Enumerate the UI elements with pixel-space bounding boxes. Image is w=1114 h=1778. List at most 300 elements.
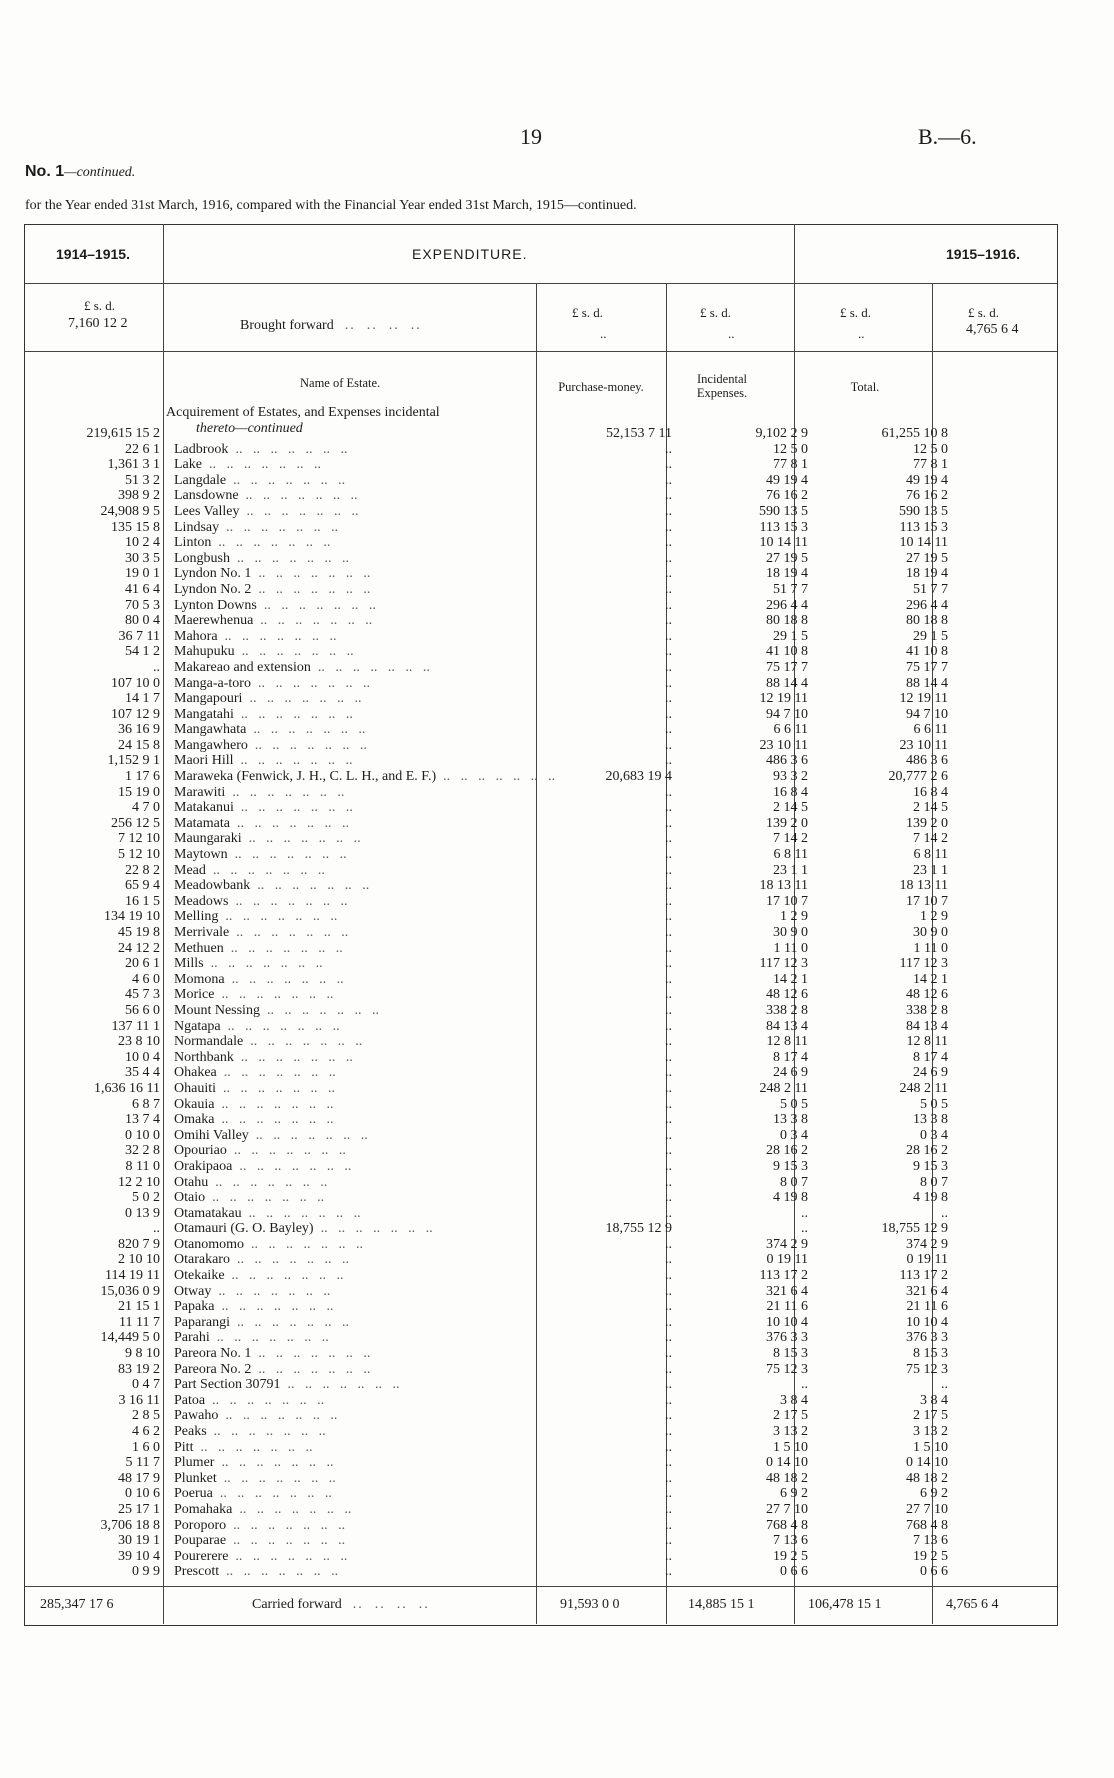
purchase-money-cell-text: .. — [665, 628, 672, 644]
total-cell-text: .. — [941, 1377, 948, 1393]
leader-dots: .. .. .. .. .. .. .. — [259, 1002, 379, 1018]
leader-dots: .. .. .. .. .. .. .. — [228, 441, 348, 457]
total-cell — [816, 800, 956, 816]
incidental-expenses-cell-text: 49 19 4 — [766, 472, 808, 488]
incidental-expenses-cell-text: .. — [801, 1377, 808, 1393]
purchase-money-cell-text: .. — [665, 691, 672, 707]
prev-1914-1915-cell — [24, 753, 166, 769]
total-cell-text: 296 4 4 — [906, 597, 948, 613]
estate-name-cell — [166, 972, 562, 988]
blank-1915-1916-cell — [956, 1159, 1076, 1175]
prev-1914-1915-cell-text: 5 12 10 — [118, 847, 160, 863]
purchase-money-cell — [562, 660, 680, 676]
purchase-money-cell-text: .. — [665, 441, 672, 457]
blank-1915-1916-cell — [956, 504, 1076, 520]
purchase-money-cell — [562, 785, 680, 801]
estate-name-cell-text: Plumer — [174, 1455, 215, 1471]
blank-1915-1916-cell — [956, 1408, 1076, 1424]
table-row — [24, 1330, 1076, 1346]
prev-1914-1915-cell-text: 3 16 11 — [118, 1392, 160, 1408]
estate-name-cell-text: Peaks — [174, 1424, 207, 1439]
total-cell — [816, 504, 956, 520]
leader-dots: .. .. .. .. .. .. .. — [212, 1486, 332, 1502]
incidental-expenses-cell — [680, 1377, 816, 1393]
total-cell — [816, 1003, 956, 1019]
blank-1915-1916-cell — [956, 566, 1076, 582]
blank-1915-1916-cell — [956, 488, 1076, 504]
leader-dots: .. .. .. .. .. .. .. — [223, 940, 343, 956]
estate-name-cell — [166, 1112, 562, 1128]
incidental-expenses-cell — [680, 894, 816, 910]
prev-1914-1915-cell-text: 398 9 2 — [118, 488, 160, 504]
prev-1914-1915-cell — [24, 582, 166, 598]
leader-dots: .. .. .. .. .. .. .. — [239, 503, 359, 519]
estate-name-cell — [166, 1081, 562, 1097]
total-cell — [816, 1471, 956, 1487]
purchase-money-cell-text: .. — [665, 878, 672, 894]
table-row — [24, 738, 1076, 754]
prev-1914-1915-cell-text: 3,706 18 8 — [100, 1517, 160, 1533]
total-cell-text: 139 2 0 — [906, 815, 948, 831]
estate-name-cell — [166, 1486, 562, 1502]
blank-1915-1916-cell — [956, 1330, 1076, 1346]
leader-dots: .. .. .. .. .. .. .. — [242, 691, 362, 707]
purchase-money-cell-text: .. — [665, 1470, 672, 1486]
blank-1915-1916-cell — [956, 785, 1076, 801]
estate-name-cell-text: Longbush — [174, 550, 230, 566]
total-cell-text: 590 13 5 — [899, 503, 948, 519]
prev-1914-1915-cell — [24, 1097, 166, 1113]
prev-1914-1915-cell — [24, 941, 166, 957]
incidental-expenses-cell — [680, 909, 816, 925]
leader-dots: .. .. .. .. .. .. .. — [227, 847, 347, 863]
estate-name-cell — [166, 800, 562, 816]
purchase-money-cell-text: .. — [665, 659, 672, 675]
prev-1914-1915-cell — [24, 1424, 166, 1440]
estate-name-cell — [166, 1346, 562, 1362]
blank-1915-1916-cell — [956, 1206, 1076, 1222]
prev-1914-1915-cell-text: .. — [153, 1221, 160, 1237]
leader-dots: .. .. .. .. .. .. .. — [214, 1096, 334, 1112]
incidental-expenses-cell-text: 16 8 4 — [773, 784, 808, 800]
prev-1914-1915-cell-text: 8 11 0 — [125, 1158, 160, 1174]
total-cell-text: 20,777 2 6 — [888, 769, 948, 785]
blank-1915-1916-cell — [956, 909, 1076, 925]
purchase-money-cell — [562, 520, 680, 536]
estate-name-cell-text: Mahupuku — [174, 644, 235, 660]
right-year-header: 1915–1916. — [946, 246, 1020, 262]
incidental-expenses-cell-text: 374 2 9 — [766, 1236, 808, 1252]
prev-1914-1915-cell-text: 30 19 1 — [118, 1533, 160, 1549]
purchase-money-cell — [562, 504, 680, 520]
estate-name-cell — [166, 863, 562, 879]
prev-1914-1915-cell — [24, 1362, 166, 1378]
estate-name-cell — [166, 1237, 562, 1253]
table-row — [24, 753, 1076, 769]
prev-1914-1915-cell — [24, 785, 166, 801]
total-cell-text: 117 12 3 — [899, 956, 948, 972]
prev-1914-1915-cell — [24, 738, 166, 754]
purchase-money-cell-text: .. — [665, 1548, 672, 1564]
estate-name-cell-text: Lansdowne — [174, 488, 239, 504]
estate-name-cell-text: Patoa — [174, 1392, 206, 1408]
leader-dots: .. .. .. .. .. .. .. — [241, 831, 361, 847]
purchase-money-cell — [562, 909, 680, 925]
blank-1915-1916-cell — [956, 1284, 1076, 1300]
estate-name-cell — [166, 769, 562, 785]
leader-dots: .. .. .. .. .. .. .. — [225, 784, 345, 800]
incidental-expenses-cell-text: 768 4 8 — [766, 1517, 808, 1533]
incidental-expenses-cell-text: 486 3 6 — [766, 753, 808, 769]
table-row — [24, 769, 1076, 785]
total-cell-text: 12 19 11 — [899, 691, 948, 707]
table-row — [24, 1502, 1076, 1518]
incidental-expenses-cell-text: 1 11 0 — [773, 940, 808, 956]
total-cell-text: 76 16 2 — [906, 488, 948, 504]
incidental-expenses-cell-text: 1 5 10 — [773, 1439, 808, 1455]
purchase-money-cell-text: .. — [665, 644, 672, 660]
incidental-expenses-cell-text: 10 10 4 — [766, 1314, 808, 1330]
prev-1914-1915-cell — [24, 676, 166, 692]
total-cell — [816, 1159, 956, 1175]
prev-1914-1915-cell-text: 7 12 10 — [118, 831, 160, 847]
estate-name-cell — [166, 442, 562, 458]
leader-dots: .. .. .. .. .. .. .. — [233, 706, 353, 722]
estate-name-cell — [166, 1284, 562, 1300]
total-cell — [816, 878, 956, 894]
prev-1914-1915-cell-text: 39 10 4 — [118, 1548, 160, 1564]
incidental-expenses-cell-text: 296 4 4 — [766, 597, 808, 613]
incidental-expenses-cell-text: 77 8 1 — [773, 457, 808, 473]
leader-dots: .. .. .. .. .. .. .. — [201, 457, 321, 473]
table-row — [24, 1065, 1076, 1081]
purchase-money-cell — [562, 707, 680, 723]
carried-forward-last: 4,765 6 4 — [946, 1597, 999, 1612]
estate-name-cell-text: Paparangi — [174, 1314, 230, 1330]
table-row — [24, 1549, 1076, 1565]
purchase-money-cell — [562, 1424, 680, 1440]
total-cell — [816, 457, 956, 473]
leader-dots: .. .. .. .. .. .. .. — [244, 1236, 363, 1252]
estate-name-cell — [166, 1362, 562, 1378]
blank-1915-1916-cell — [956, 442, 1076, 458]
prev-1914-1915-cell-text: 5 11 7 — [125, 1455, 160, 1471]
blank-1915-1916-cell — [956, 1564, 1076, 1580]
incidental-expenses-cell-text: 1 2 9 — [780, 909, 808, 925]
estate-name-cell — [166, 613, 562, 629]
blank-1915-1916-cell — [956, 676, 1076, 692]
total-cell-text: 6 8 11 — [913, 847, 948, 863]
leader-dots: .. .. .. .. .. .. .. — [217, 628, 337, 644]
purchase-money-cell-text: .. — [665, 1205, 672, 1221]
total-header: Total. — [850, 380, 880, 394]
incidental-expenses-cell — [680, 1549, 816, 1565]
estate-name-cell — [166, 1175, 562, 1191]
incidental-expenses-cell-text: 19 2 5 — [773, 1548, 808, 1564]
total-cell-text: 18,755 12 9 — [881, 1221, 948, 1237]
prev-1914-1915-cell — [24, 520, 166, 536]
purchase-money-cell — [562, 1221, 680, 1237]
incidental-expenses-cell — [680, 1346, 816, 1362]
table-row — [24, 1486, 1076, 1502]
total-cell — [816, 520, 956, 536]
prev-1914-1915-cell-text: 1,152 9 1 — [107, 753, 160, 769]
total-cell-text: 48 12 6 — [906, 987, 948, 1003]
table-row — [24, 1268, 1076, 1284]
incidental-expenses-cell-text: 8 0 7 — [780, 1174, 808, 1190]
incidental-expenses-cell-text: 94 7 10 — [766, 706, 808, 722]
purchase-money-cell-text: .. — [665, 1564, 672, 1580]
incidental-expenses-cell-text: 28 16 2 — [766, 1143, 808, 1159]
total-cell — [816, 909, 956, 925]
prev-1914-1915-cell — [24, 1143, 166, 1159]
estate-name-cell-text: Otaio — [174, 1190, 206, 1206]
total-cell — [816, 1377, 956, 1393]
estate-name-cell-text: Otamatakau — [174, 1205, 242, 1221]
estate-name-cell-text: Okauia — [174, 1096, 215, 1112]
carried-forward-tot: 106,478 15 1 — [808, 1597, 882, 1612]
purchase-money-cell — [562, 691, 680, 707]
estate-name-cell — [166, 1268, 562, 1284]
incidental-expenses-cell — [680, 1362, 816, 1378]
incidental-expenses-cell — [680, 1408, 816, 1424]
blank-1915-1916-cell — [956, 1455, 1076, 1471]
purchase-money-cell-text: .. — [665, 737, 672, 753]
prev-1914-1915-cell — [24, 1533, 166, 1549]
blank-1915-1916-cell — [956, 925, 1076, 941]
prev-1914-1915-cell — [24, 816, 166, 832]
purchase-money-cell — [562, 769, 680, 785]
prev-1914-1915-cell-text: 137 11 1 — [111, 1018, 160, 1034]
incidental-expenses-cell-text: 18 13 11 — [759, 878, 808, 894]
incidental-expenses-cell — [680, 644, 816, 660]
blank-1915-1916-cell — [956, 1175, 1076, 1191]
blank-1915-1916-cell — [956, 1424, 1076, 1440]
leader-dots: .. .. .. .. .. .. .. — [248, 1127, 368, 1143]
blank-1915-1916-cell — [956, 1237, 1076, 1253]
blank-1915-1916-cell — [956, 1252, 1076, 1268]
purchase-money-cell-text: .. — [665, 472, 672, 488]
purchase-money-cell-text: .. — [665, 550, 672, 566]
incidental-expenses-cell-text: 75 17 7 — [766, 659, 808, 675]
incidental-expenses-header: Incidental Expenses. — [696, 372, 748, 400]
total-cell-text: 16 8 4 — [913, 784, 948, 800]
estate-name-cell-text: Pourerere — [174, 1548, 229, 1564]
total-cell-text: 486 3 6 — [906, 753, 948, 769]
incidental-expenses-cell-text: 6 6 11 — [773, 722, 808, 738]
estate-name-cell-text: Momona — [174, 971, 225, 987]
estate-name-cell — [166, 831, 562, 847]
estate-name-cell — [166, 1159, 562, 1175]
leader-dots: .. .. .. .. .. .. .. — [233, 800, 353, 816]
estate-name-cell-text: Maerewhenua — [174, 613, 254, 629]
currency-label-last: £ s. d. — [968, 305, 1000, 320]
estate-name-cell — [166, 1128, 562, 1144]
prev-1914-1915-cell-text: 219,615 15 2 — [86, 426, 160, 441]
total-cell-text: 21 11 6 — [906, 1299, 948, 1315]
estate-name-cell — [166, 457, 562, 473]
total-cell-text: 1 5 10 — [913, 1439, 948, 1455]
blank-1915-1916-cell — [956, 457, 1076, 473]
incidental-expenses-cell-text: 23 1 1 — [773, 862, 808, 878]
leader-dots: .. .. .. .. .. .. .. — [206, 1424, 326, 1439]
incidental-expenses-cell-text: 48 18 2 — [766, 1470, 808, 1486]
total-cell-text: 6 9 2 — [920, 1486, 948, 1502]
prev-1914-1915-cell — [24, 987, 166, 1003]
estate-name-cell-text: Orakipaoa — [174, 1158, 233, 1174]
prev-1914-1915-cell — [24, 956, 166, 972]
estate-name-cell-text: Mahora — [174, 628, 218, 644]
estate-name-cell — [166, 722, 562, 738]
purchase-money-cell — [562, 598, 680, 614]
purchase-money-cell-text: .. — [665, 893, 672, 909]
estate-name-cell — [166, 707, 562, 723]
prev-1914-1915-cell-text: 24 15 8 — [118, 737, 160, 753]
blank-1915-1916-cell — [956, 1549, 1076, 1565]
incidental-expenses-cell-text: 8 17 4 — [773, 1049, 808, 1065]
purchase-money-cell-text: .. — [665, 1252, 672, 1268]
blank-1915-1916-cell — [956, 660, 1076, 676]
total-cell-text: 80 18 8 — [906, 613, 948, 629]
incidental-expenses-cell — [680, 551, 816, 567]
incidental-expenses-cell-text: 9,102 2 9 — [755, 426, 808, 441]
incidental-expenses-cell-text: 12 8 11 — [766, 1034, 808, 1050]
purchase-money-cell — [562, 1471, 680, 1487]
purchase-money-cell — [562, 956, 680, 972]
brought-forward-label: Brought forward .. .. .. .. — [240, 318, 422, 333]
purchase-money-cell — [562, 1065, 680, 1081]
leader-dots: .. .. .. .. .. .. .. — [232, 1158, 352, 1174]
blank-1915-1916-cell — [956, 1221, 1076, 1237]
estate-name-cell — [166, 956, 562, 972]
purchase-money-cell — [562, 1175, 680, 1191]
blank-1915-1916-cell — [956, 1112, 1076, 1128]
purchase-money-cell — [562, 816, 680, 832]
prev-1914-1915-cell — [24, 629, 166, 645]
estate-name-cell-text: Mills — [174, 956, 204, 972]
incidental-expenses-cell-text: 80 18 8 — [766, 613, 808, 629]
purchase-money-cell — [562, 566, 680, 582]
incidental-expenses-cell — [680, 504, 816, 520]
incidental-expenses-cell — [680, 769, 816, 785]
estate-name-cell-text: Opouriao — [174, 1143, 227, 1159]
total-cell — [816, 1190, 956, 1206]
prev-1914-1915-cell-text: 22 8 2 — [125, 862, 160, 878]
carried-forward-label: Carried forward .. .. .. .. — [252, 1597, 430, 1612]
estate-name-cell — [166, 1377, 562, 1393]
estate-name-cell — [166, 941, 562, 957]
purchase-money-cell — [562, 1268, 680, 1284]
leader-dots: .. .. .. .. .. .. .. — [241, 1205, 361, 1221]
prev-1914-1915-cell — [24, 800, 166, 816]
prev-1914-1915-cell — [24, 847, 166, 863]
estate-name-cell-text: Lindsay — [174, 519, 220, 535]
estate-name-cell-text: Lyndon No. 2 — [174, 581, 252, 597]
table-row — [24, 442, 1076, 458]
incidental-expenses-cell — [680, 1097, 816, 1113]
incidental-expenses-cell — [680, 426, 816, 442]
total-cell — [816, 1408, 956, 1424]
purchase-money-cell-text: .. — [665, 1065, 672, 1081]
purchase-money-cell-text: .. — [665, 706, 672, 722]
incidental-expenses-cell-text: 2 14 5 — [773, 800, 808, 816]
table-row — [24, 1050, 1076, 1066]
purchase-money-cell — [562, 1564, 680, 1580]
estate-name-cell-text: Pitt — [174, 1439, 194, 1455]
prev-1914-1915-cell-text: 820 7 9 — [118, 1236, 160, 1252]
estate-name-cell — [166, 1034, 562, 1050]
incidental-expenses-cell — [680, 1299, 816, 1315]
prev-1914-1915-cell-text: 15 19 0 — [118, 784, 160, 800]
incidental-expenses-cell — [680, 442, 816, 458]
leader-dots: .. .. .. .. .. .. .. — [211, 535, 331, 551]
purchase-money-cell — [562, 535, 680, 551]
leader-dots: .. .. .. .. .. .. .. — [280, 1377, 400, 1393]
table-row — [24, 987, 1076, 1003]
total-cell — [816, 1097, 956, 1113]
prev-1914-1915-cell — [24, 1502, 166, 1518]
estate-name-cell — [166, 1471, 562, 1487]
estate-name-cell-text: Morice — [174, 987, 215, 1003]
purchase-money-cell — [562, 551, 680, 567]
total-cell-text: 0 19 11 — [906, 1252, 948, 1268]
estate-name-cell-text: Matamata — [174, 815, 230, 831]
blank-1915-1916-cell — [956, 831, 1076, 847]
blank-1915-1916-cell — [956, 1019, 1076, 1035]
total-cell — [816, 1424, 956, 1440]
blank-1915-1916-cell — [956, 894, 1076, 910]
prev-1914-1915-cell — [24, 1455, 166, 1471]
total-cell — [816, 769, 956, 785]
prev-1914-1915-cell — [24, 1377, 166, 1393]
brought-forward-last: 4,765 6 4 — [966, 322, 1019, 337]
incidental-expenses-cell — [680, 535, 816, 551]
table-row — [24, 1003, 1076, 1019]
prev-1914-1915-cell-text: 0 4 7 — [132, 1377, 160, 1393]
total-cell — [816, 1440, 956, 1456]
estate-name-cell-text: Mangatahi — [174, 706, 234, 722]
leader-dots: .. .. .. .. .. .. .. — [243, 1034, 363, 1050]
blank-1915-1916-cell — [956, 535, 1076, 551]
total-cell-text: 17 10 7 — [906, 893, 948, 909]
incidental-expenses-cell — [680, 941, 816, 957]
estate-rows — [24, 426, 1076, 1580]
incidental-expenses-cell-text: .. — [801, 1205, 808, 1221]
estate-name-cell-text: Melling — [174, 909, 219, 925]
incidental-expenses-cell — [680, 925, 816, 941]
purchase-money-cell-text: .. — [665, 1174, 672, 1190]
total-cell-text: 5 0 5 — [920, 1096, 948, 1112]
prev-1914-1915-cell — [24, 613, 166, 629]
leader-dots: .. .. .. .. .. .. .. — [251, 566, 371, 582]
prev-1914-1915-cell-text: 256 12 5 — [111, 815, 160, 831]
purchase-money-cell — [562, 1159, 680, 1175]
total-cell — [816, 1362, 956, 1378]
incidental-expenses-cell-text: 17 10 7 — [766, 893, 808, 909]
total-cell — [816, 1455, 956, 1471]
section-title-line1: Acquirement of Estates, and Expenses incidental — [166, 405, 440, 420]
prev-1914-1915-cell-text: 107 12 9 — [111, 706, 160, 722]
purchase-money-cell — [562, 1408, 680, 1424]
total-cell — [816, 1330, 956, 1346]
prev-1914-1915-cell-text: 12 2 10 — [118, 1174, 160, 1190]
carried-forward-text: Carried forward — [252, 1597, 342, 1612]
prev-1914-1915-cell — [24, 566, 166, 582]
incidental-expenses-cell — [680, 707, 816, 723]
prev-1914-1915-cell — [24, 1112, 166, 1128]
prev-1914-1915-cell — [24, 1549, 166, 1565]
blank-1915-1916-cell — [956, 613, 1076, 629]
